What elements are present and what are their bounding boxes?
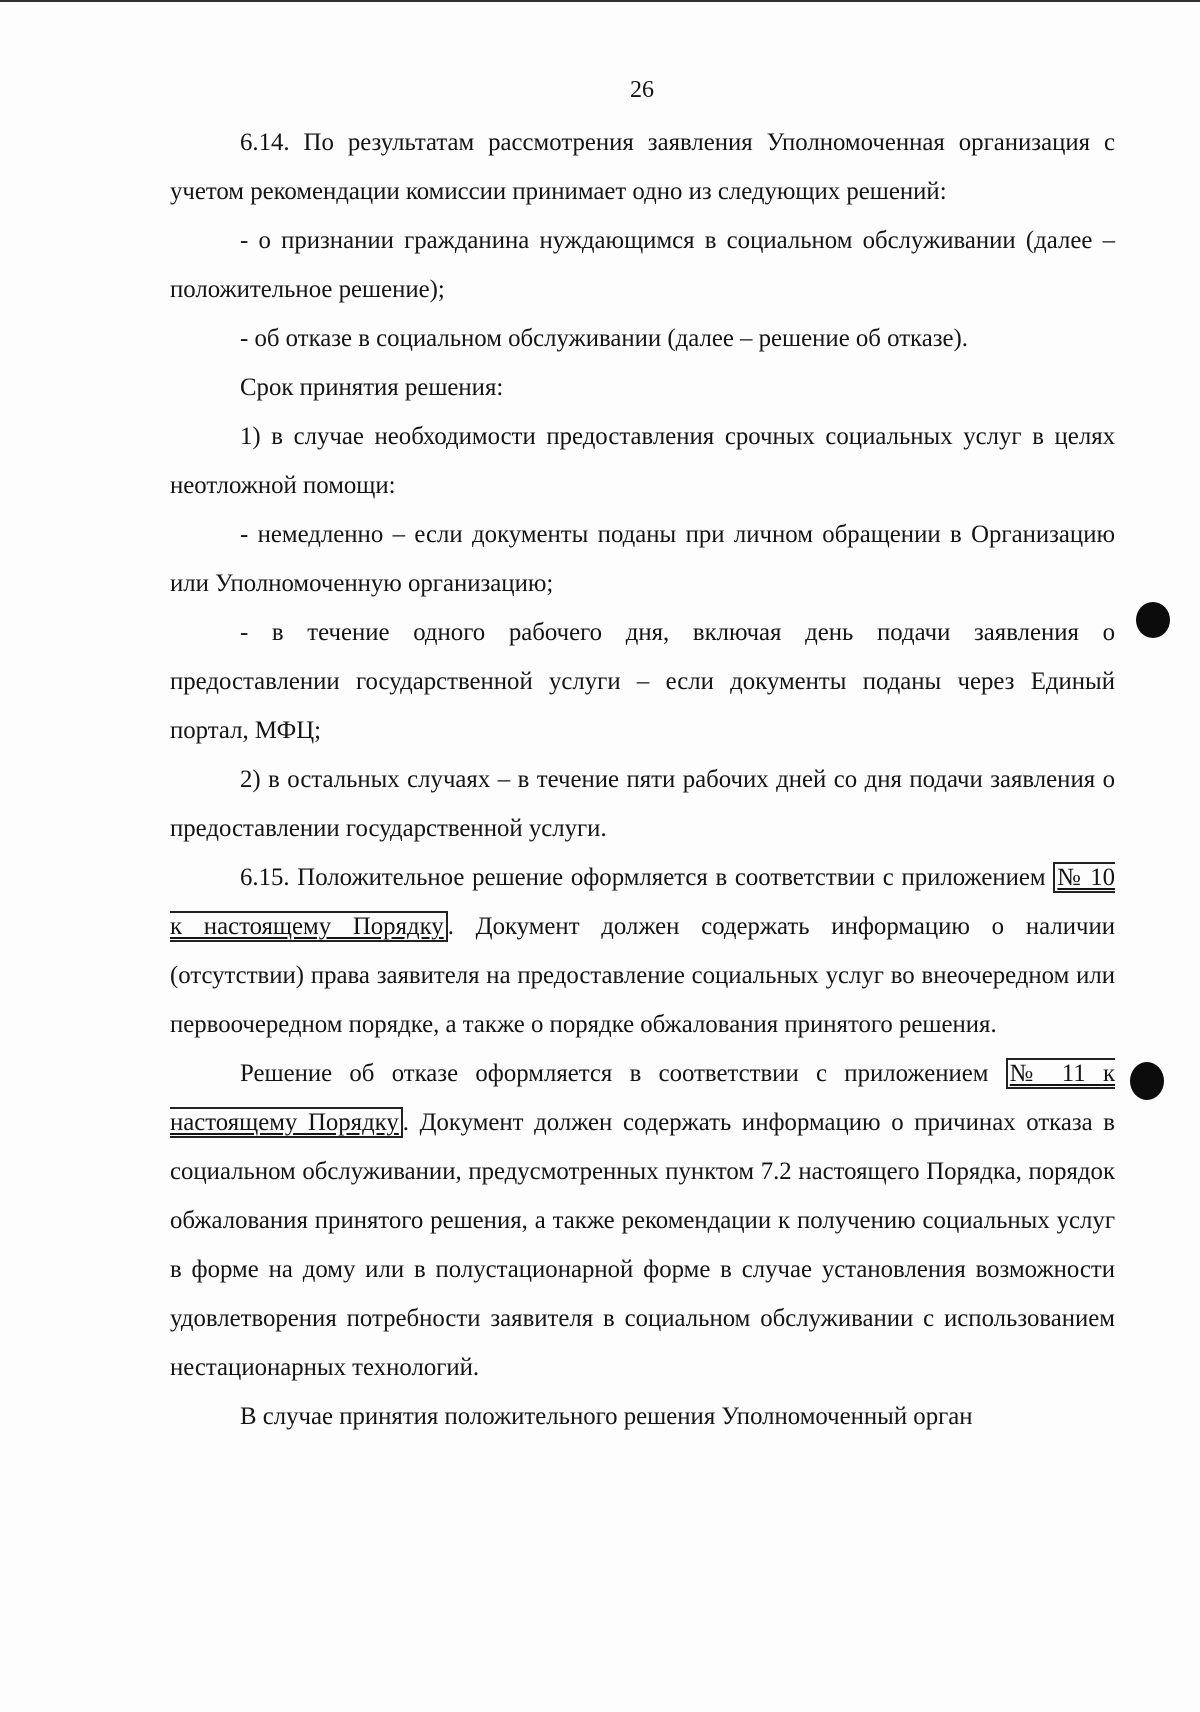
paragraph-6-15-text-before: 6.15. Положительное решение оформляется в соответствии с приложением <box>240 864 1054 891</box>
paragraph-one-working-day: - в течение одного рабочего дня, включая день подачи заявления о предоставлении государственной услуги – если документы поданы через Единый портал, МФЦ; <box>170 619 1115 744</box>
paragraph-positive-decision-item: - о признании гражданина нуждающимся в социальном обслуживании (далее – положительное решение); <box>170 227 1115 303</box>
page-number: 26 <box>630 77 654 103</box>
paragraph-6-14: 6.14. По результатам рассмотрения заявления Уполномоченная организация с учетом рекомендации комиссии принимает одно из следующих решений: <box>170 129 1115 205</box>
paragraph-refusal-text-after: . Документ должен содержать информацию о причинах отказа в социальном обслуживании, предусмотренных пунктом 7.2 настоящего Порядка, порядок обжалования принятого решения, а также рекомендации к получению социальных услуг в форме на дому или в полустационарной форме в случае установления возможности удовлетворения потребности заявителя в социальном обслуживании с использованием нестационарных технологий. <box>170 1109 1115 1381</box>
paragraph-refusal-text-before: Решение об отказе оформляется в соответствии с приложением <box>240 1060 1006 1087</box>
paragraph-decision-term: Срок принятия решения: <box>240 374 504 401</box>
paragraph-refusal-decision <box>170 1049 1115 1392</box>
paragraph-6-15-text-after: . Документ должен содержать информацию о наличии (отсутствии) права заявителя на предоставление социальных услуг во внеочередном или первоочередном порядке, а также о порядке обжалования принятого решения. <box>170 913 1115 1038</box>
punch-hole-mark <box>1136 602 1170 638</box>
paragraph-other-cases: 2) в остальных случаях – в течение пяти рабочих дней со дня подачи заявления о предоставлении государственной услуги. <box>170 766 1115 842</box>
punch-hole-mark <box>1130 1062 1164 1100</box>
appendix-11-link[interactable]: № 11 к настоящему Порядку <box>170 1060 1116 1136</box>
paragraph-positive-case: В случае принятия положительного решения Уполномоченный орган <box>240 1403 973 1430</box>
document-body <box>170 118 1115 1441</box>
paragraph-6-15 <box>170 853 1115 1049</box>
appendix-10-link[interactable]: № 10 к настоящему Порядку <box>170 864 1116 940</box>
paragraph-immediately: - немедленно – если документы поданы при личном обращении в Организацию или Уполномоченную организацию; <box>170 521 1115 597</box>
paragraph-refusal-item: - об отказе в социальном обслуживании (далее – решение об отказе). <box>240 325 968 352</box>
paragraph-urgent-case: 1) в случае необходимости предоставления срочных социальных услуг в целях неотложной помощи: <box>170 423 1115 499</box>
top-border-line <box>0 0 1200 2</box>
